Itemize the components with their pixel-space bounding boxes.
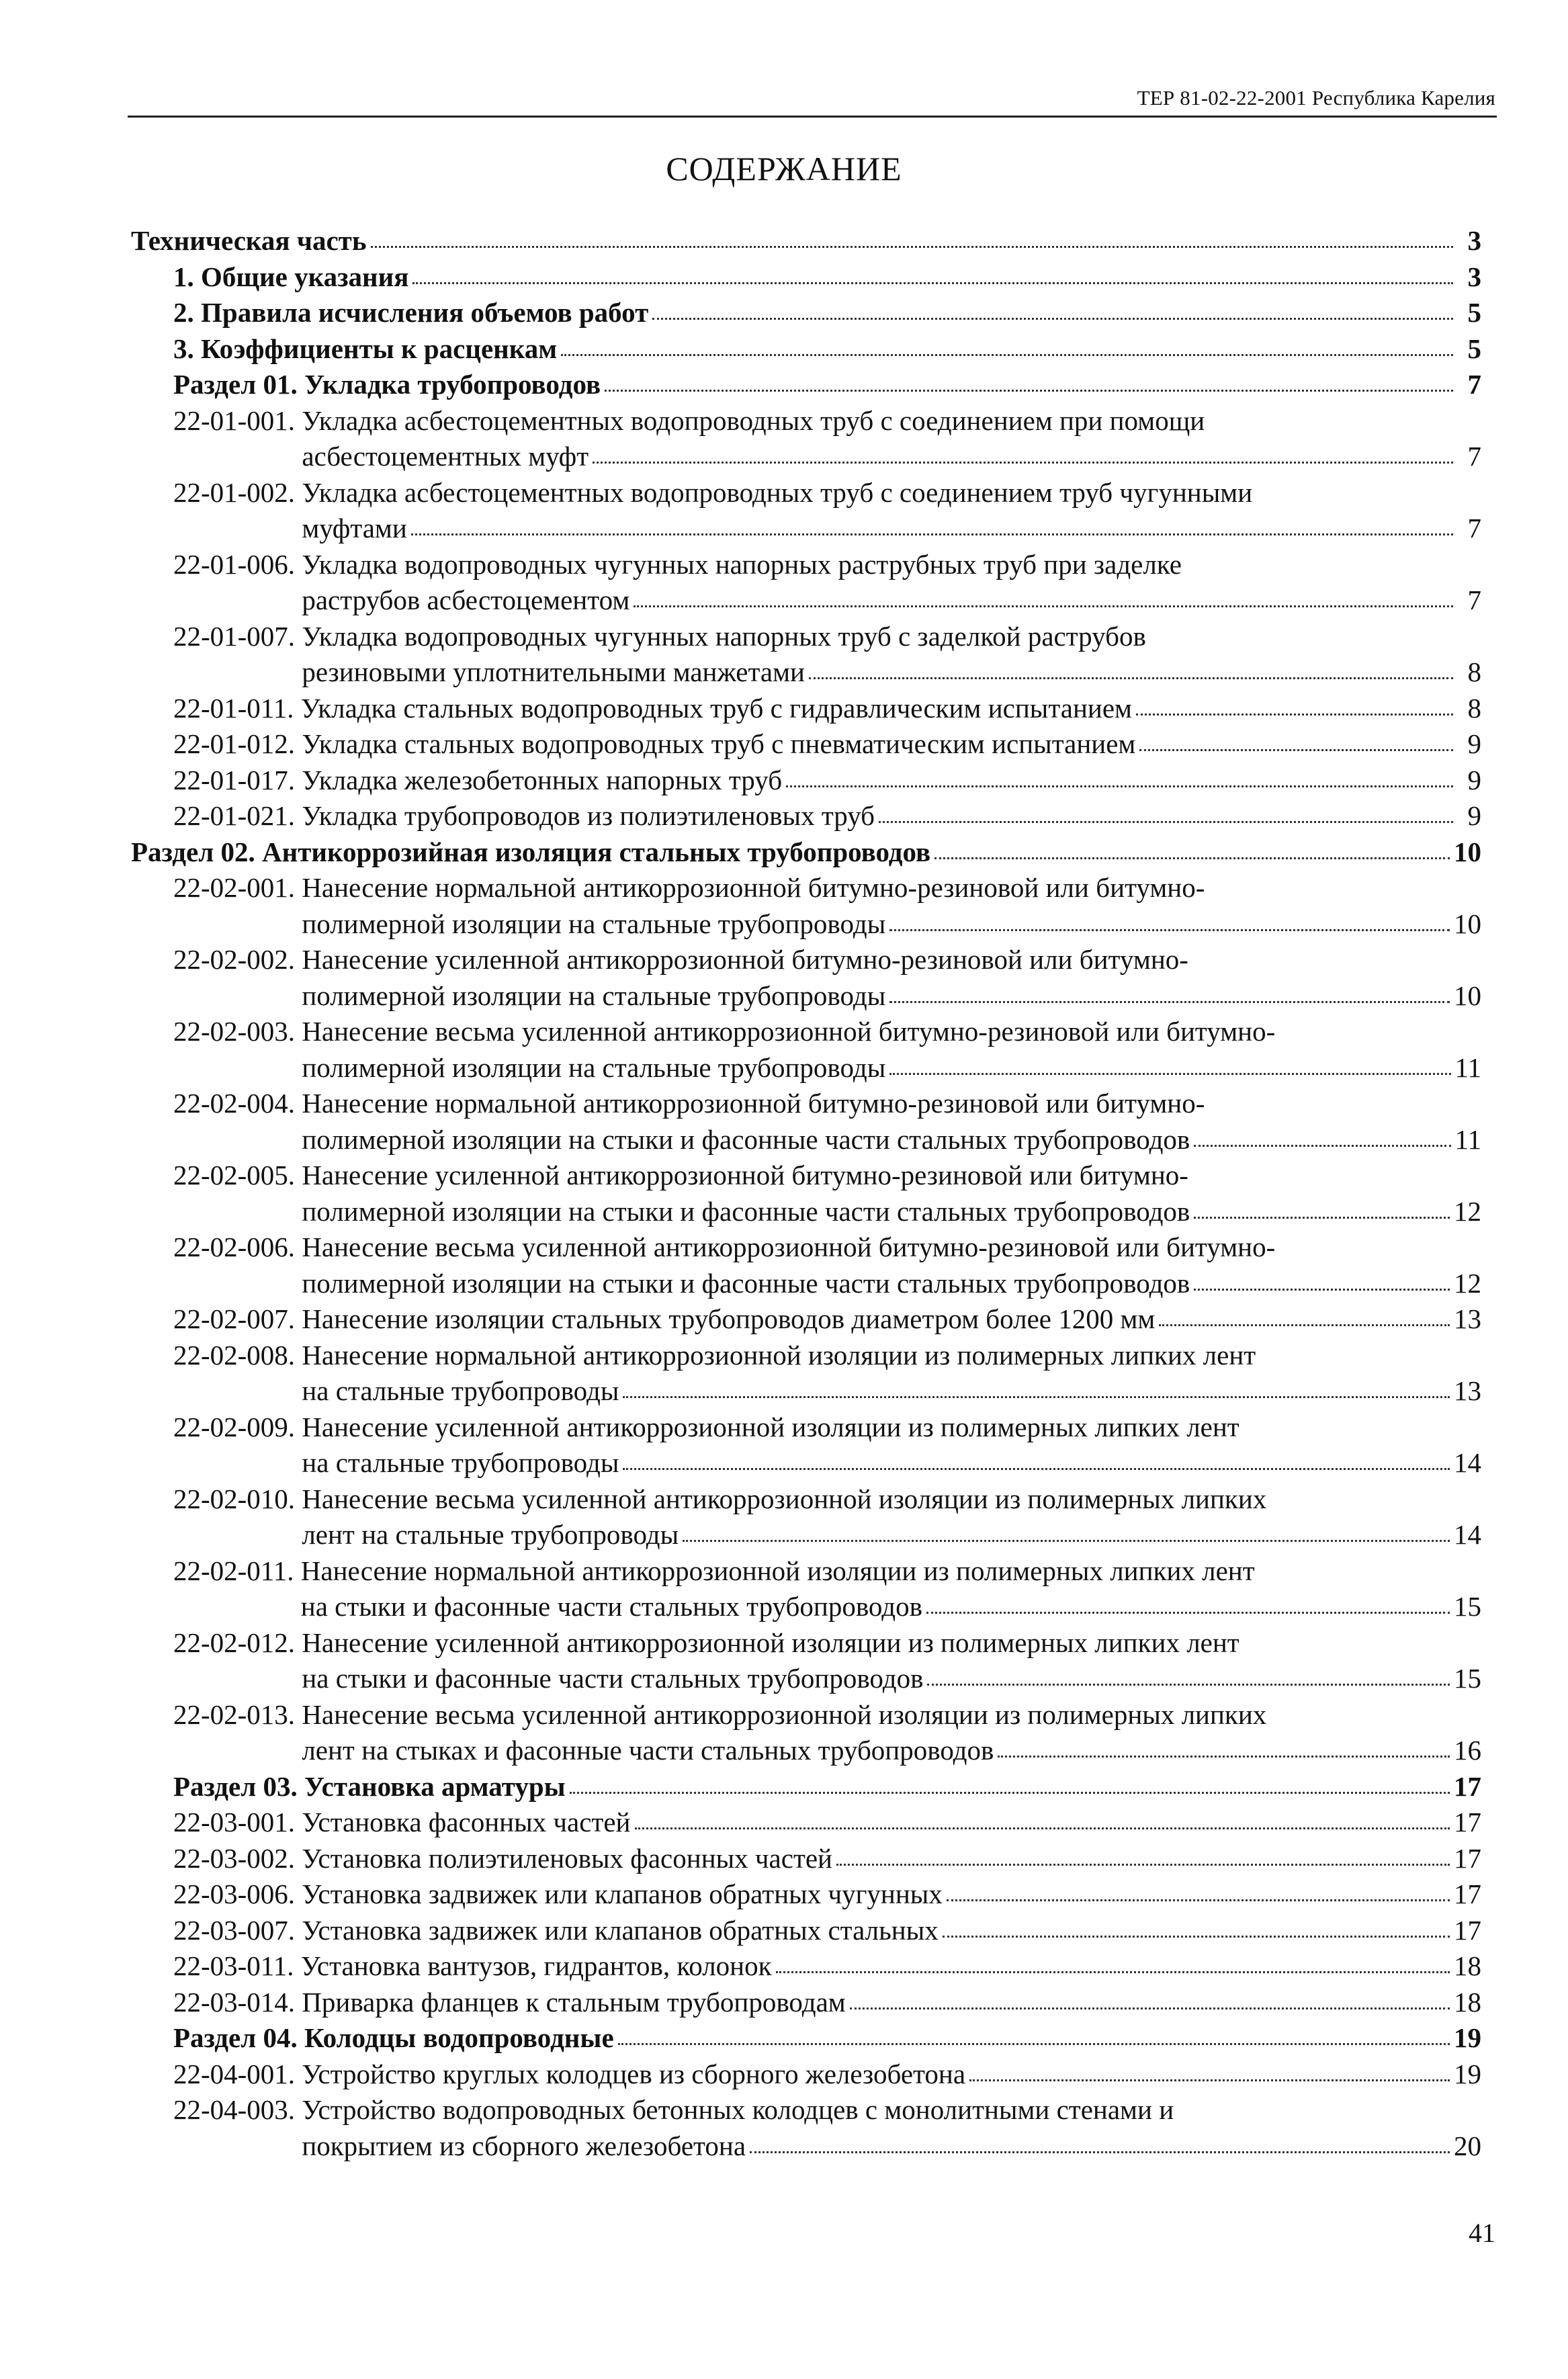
toc-page-number: 16 [1454,1735,1481,1766]
toc-entry-title: лент на стальные трубопроводы [302,1519,679,1550]
toc-line [301,1589,1481,1625]
toc-page-number: 5 [1467,297,1481,328]
toc-entry-body [302,1014,1481,1086]
toc-entry-title: Установка фасонных частей [302,1807,631,1837]
toc-line [302,1481,1481,1518]
toc-page-number: 8 [1467,656,1481,687]
dot-leader [683,1540,1450,1542]
toc-line [301,691,1481,727]
dot-leader [750,2151,1450,2153]
toc-entry-body [302,1410,1481,1481]
toc-line [302,1913,1481,1949]
toc-page-number: 8 [1467,692,1481,724]
toc-line [302,654,1481,691]
toc-entry-code: 22-01-021. [173,800,302,831]
toc-line [302,1086,1481,1122]
toc-entry-title: полимерной изоляции на стальные трубопроводы [302,908,886,939]
toc-entry[interactable] [131,2057,1481,2093]
toc-entry-body [302,403,1481,475]
toc-page-number: 11 [1454,1051,1481,1083]
dot-leader [593,462,1453,464]
toc-line [302,1697,1481,1733]
toc-entry-title: Нанесение изоляции стальных трубопроводов диаметром более 1200 мм [302,1303,1156,1334]
toc-page-number: 5 [1467,333,1481,364]
dot-leader [1159,1324,1450,1326]
toc-entry-code: 22-01-017. [173,764,302,795]
toc-entry-body [301,691,1481,727]
toc-line [302,582,1481,619]
toc-entry-code: 22-02-011. [173,1555,301,1586]
toc-entry-code: 22-03-001. [173,1807,302,1837]
toc-entry[interactable] [131,331,1481,367]
toc-entry-code: 22-03-014. [173,1986,302,2018]
toc-entry-title: Нанесение усиленной антикоррозионной битумно-резиновой или битумно- [302,944,1188,975]
toc-entry-title: 1. Общие указания [173,261,409,292]
toc-entry[interactable] [131,1625,1481,1697]
toc-entry[interactable] [131,223,1481,259]
toc-entry-code: 22-02-007. [173,1303,302,1334]
toc-page-number: 9 [1467,764,1481,795]
dot-leader [926,1612,1450,1614]
toc-line [302,1805,1481,1841]
toc-entry-title: Нанесение весьма усиленной антикоррозионной изоляции из полимерных липких [302,1698,1267,1730]
toc-entry-title: Установка задвижек или клапанов обратных стальных [302,1914,939,1946]
toc-entry[interactable] [131,691,1481,727]
dot-leader [943,1936,1450,1938]
toc-entry-body [302,763,1481,799]
toc-entry-title: полимерной изоляции на стыки и фасонные части стальных трубопроводов [302,1123,1190,1155]
toc-entry-title: полимерной изоляции на стальные трубопроводы [302,1051,886,1083]
toc-entry[interactable] [131,1229,1481,1301]
toc-entry-code: 22-01-012. [173,728,302,759]
toc-entry-title: Укладка асбестоцементных водопроводных труб с соединением труб чугунными [302,476,1253,508]
toc-line [302,2128,1481,2165]
toc-page-number: 17 [1454,1914,1481,1946]
toc-entry[interactable] [131,763,1481,799]
toc-line [302,1301,1481,1338]
toc-entry-body [302,1876,1481,1913]
toc-entry-body [131,223,1481,259]
dot-leader [934,857,1450,859]
toc-page-number: 9 [1467,800,1481,831]
toc-entry-title: Нанесение усиленной антикоррозионной изоляции из полимерных липких лент [302,1627,1239,1658]
toc-line [173,2020,1481,2057]
toc-entry-code: 22-01-011. [173,692,301,724]
toc-entry-body [302,1985,1481,2021]
toc-line [131,834,1481,871]
toc-line [173,295,1481,331]
toc-entry[interactable] [131,403,1481,475]
toc-entry-body [302,619,1481,691]
toc-line [302,798,1481,834]
toc-entry-code: 22-02-006. [173,1231,302,1262]
toc-page-number: 9 [1467,728,1481,759]
toc-entry[interactable] [131,726,1481,763]
toc-entry[interactable] [131,295,1481,331]
toc-entry-title: Нанесение нормальной антикоррозионной битумно-резиновой или битумно- [302,872,1205,903]
toc-entry-title: на стыки и фасонные части стальных трубопроводов [302,1663,924,1694]
toc-page-number: 15 [1454,1663,1481,1694]
dot-leader [1194,1289,1450,1291]
toc-entry-title: Нанесение нормальной антикоррозионной битумно-резиновой или битумно- [302,1088,1205,1119]
dot-leader [889,1001,1450,1003]
toc-entry-code: 22-04-001. [173,2058,302,2089]
toc-line [302,942,1481,978]
toc-entry-body [302,1805,1481,1841]
toc-entry-body [173,2020,1481,2057]
toc-entry-body [131,834,1481,871]
toc-entry-body [302,798,1481,834]
toc-entry[interactable] [131,1410,1481,1481]
toc-entry-body [173,331,1481,367]
toc-page-number: 20 [1454,2130,1481,2161]
toc-entry-body [302,1481,1481,1553]
toc-entry-body [302,475,1481,547]
toc-entry-body [302,726,1481,763]
dot-leader [836,1864,1450,1866]
toc-entry-title: на стыки и фасонные части стальных трубопроводов [300,1591,922,1622]
toc-line [173,331,1481,367]
dot-leader [889,929,1450,931]
toc-entry-title: Нанесение усиленной антикоррозионной битумно-резиновой или битумно- [302,1160,1188,1191]
dot-leader [927,1684,1450,1686]
dot-leader [850,2007,1450,2009]
toc-entry-title: Укладка стальных водопроводных труб с гидравлическим испытанием [300,692,1132,724]
toc-page-number: 7 [1467,585,1481,615]
toc-entry[interactable] [131,1553,1481,1625]
dot-leader [635,1827,1450,1829]
toc-line [302,439,1481,475]
toc-entry[interactable] [131,475,1481,547]
toc-page-number: 17 [1454,1807,1481,1837]
toc-entry-body [302,1697,1481,1769]
toc-entry-body [302,1229,1481,1301]
toc-entry[interactable] [131,834,1481,871]
toc-line [302,870,1481,906]
toc-entry-title: Установка задвижек или клапанов обратных чугунных [302,1878,943,1909]
toc-entry[interactable] [131,1769,1481,1805]
dot-leader [618,2043,1450,2045]
toc-entry-code: 22-02-012. [173,1627,302,1658]
toc-entry-title: Раздел 04. Колодцы водопроводные [173,2022,614,2053]
toc-entry-title: на стальные трубопроводы [302,1375,619,1406]
toc-entry[interactable] [131,1948,1481,1985]
toc-entry-title: 2. Правила исчисления объемов работ [173,297,649,328]
toc-line [302,475,1481,511]
toc-entry-title: Нанесение усиленной антикоррозионной изоляции из полимерных липких лент [302,1411,1239,1442]
dot-leader [1194,1217,1450,1219]
dot-leader [998,1756,1450,1758]
toc-entry-body [173,1769,1481,1805]
toc-page-number: 14 [1454,1519,1481,1550]
toc-entry-title: Укладка водопроводных чугунных напорных раструбных труб при заделке [302,548,1182,580]
toc-entry-title: Установка полиэтиленовых фасонных частей [302,1842,833,1874]
toc-entry[interactable] [131,1301,1481,1338]
toc-page-number: 7 [1467,369,1481,400]
toc-entry-title: полимерной изоляции на стыки и фасонные части стальных трубопроводов [302,1195,1190,1227]
toc-entry[interactable] [131,1481,1481,1553]
toc-line [302,403,1481,439]
toc-line [302,726,1481,763]
toc-entry-title: Укладка водопроводных чугунных напорных труб с заделкой раструбов [302,620,1146,652]
toc-line [302,1338,1481,1374]
toc-entry[interactable] [131,1841,1481,1877]
toc-line [302,619,1481,655]
toc-entry-code: 22-01-006. [173,548,302,580]
toc-entry-title: полимерной изоляции на стальные трубопроводы [302,980,886,1011]
toc-line [131,223,1481,259]
toc-entry-body [302,1301,1481,1338]
toc-entry[interactable] [131,1086,1481,1158]
toc-entry-title: Укладка трубопроводов из полиэтиленовых труб [302,800,875,831]
toc-entry-title: Укладка асбестоцементных водопроводных труб с соединением при помощи [302,404,1205,436]
toc-line [302,1625,1481,1661]
dot-leader [969,2079,1450,2081]
toc-line [302,978,1481,1014]
toc-line [302,763,1481,799]
toc-entry-title: лент на стыках и фасонные части стальных трубопроводов [302,1735,994,1766]
toc-entry-title: Нанесение весьма усиленной антикоррозионной битумно-резиновой или битумно- [302,1231,1276,1262]
toc-entry-title: Устройство водопроводных бетонных колодцев с монолитными стенами и [302,2094,1174,2125]
dot-leader [809,677,1453,679]
toc-entry-title: Нанесение весьма усиленной антикоррозионной битумно-резиновой или битумно- [302,1016,1276,1047]
toc-entry-body [302,870,1481,942]
dot-leader [947,1899,1450,1901]
toc-line [302,1373,1481,1410]
toc-entry-code: 22-01-002. [173,476,302,508]
dot-leader [1194,1145,1450,1147]
toc-line [302,2092,1481,2128]
toc-entry-code: 22-04-003. [173,2094,302,2125]
toc-page-number: 19 [1454,2058,1481,2089]
toc-entry-body [301,1948,1481,1985]
toc-entry-body [173,259,1481,296]
toc-entry-code: 22-02-003. [173,1016,302,1047]
toc-entry-body [302,2092,1481,2164]
toc-entry-title: Приварка фланцев к стальным трубопроводам [302,1986,846,2018]
toc-line [173,367,1481,403]
toc-entry[interactable] [131,1158,1481,1229]
toc-entry-body [302,2057,1481,2093]
toc-page-number: 10 [1454,836,1481,867]
toc-page-number: 12 [1454,1195,1481,1227]
toc-entry[interactable] [131,367,1481,403]
toc-line [302,1158,1481,1194]
toc-page-number: 3 [1467,225,1481,256]
toc-entry-body [302,1338,1481,1410]
dot-leader [879,821,1453,823]
toc-entry-code: 22-03-007. [173,1914,302,1946]
dot-leader [623,1468,1450,1470]
toc-entry[interactable] [131,1876,1481,1913]
toc-page-number: 18 [1454,1986,1481,2018]
toc-line [301,1553,1481,1590]
toc-page-number: 14 [1454,1447,1481,1478]
toc-entry-code: 22-02-009. [173,1411,302,1442]
toc-entry-body [302,1841,1481,1877]
toc-entry-title: раструбов асбестоцементом [302,585,630,615]
toc-line [302,1445,1481,1481]
toc-entry-code: 22-02-013. [173,1698,302,1730]
toc-entry-code: 22-02-001. [173,872,302,903]
toc-entry-code: 22-02-008. [173,1339,302,1371]
toc-entry-title: Устройство круглых колодцев из сборного железобетона [302,2058,966,2089]
toc-entry-title: Раздел 03. Установка арматуры [173,1770,566,1802]
toc-entry-title: муфтами [302,513,407,544]
toc-entry-title: 3. Коэффициенты к расценкам [173,333,558,364]
dot-leader [605,390,1453,392]
toc-entry-body [302,1913,1481,1949]
dot-leader [889,1073,1450,1075]
toc-line [301,1948,1481,1985]
toc-entry[interactable] [131,798,1481,834]
dot-leader [371,246,1453,248]
toc-line [302,1733,1481,1769]
toc-entry-body [173,295,1481,331]
toc-page-number: 11 [1454,1123,1481,1155]
toc-entry[interactable] [131,1338,1481,1410]
toc-entry-body [173,367,1481,403]
toc-entry-body [301,1553,1481,1625]
toc-entry-title: Укладка железобетонных напорных труб [302,764,783,795]
toc-entry-title: Раздел 01. Укладка трубопроводов [173,369,601,400]
toc-page-number: 15 [1454,1591,1481,1622]
dot-leader [1139,749,1453,751]
toc-entry[interactable] [131,1697,1481,1769]
toc-page-number: 3 [1467,261,1481,292]
toc-entry-title: резиновыми уплотнительными манжетами [302,656,805,687]
dot-leader [623,1396,1450,1398]
toc-entry-title: Раздел 02. Антикоррозийная изоляция стальных трубопроводов [131,836,931,867]
toc-entry-code: 22-01-007. [173,620,302,652]
toc-entry[interactable] [131,1805,1481,1841]
dot-leader [786,785,1453,787]
toc-entry[interactable] [131,870,1481,942]
dot-leader [1136,713,1453,716]
toc-entry[interactable] [131,942,1481,1014]
toc-entry[interactable] [131,259,1481,296]
toc-line [302,1229,1481,1266]
toc-page-number: 18 [1454,1950,1481,1981]
toc-entry-title: покрытием из сборного железобетона [302,2130,746,2161]
toc-page-number: 10 [1454,908,1481,939]
toc-entry-code: 22-02-010. [173,1483,302,1514]
toc-line [302,1517,1481,1553]
header-rule [128,116,1497,118]
toc-entry-code: 22-02-005. [173,1160,302,1191]
toc-line [302,1266,1481,1302]
toc-entry[interactable] [131,1985,1481,2021]
toc-entry-title: на стальные трубопроводы [302,1447,619,1478]
toc-line [302,1985,1481,2021]
toc-entry-title: Нанесение нормальной антикоррозионной изоляции из полимерных липких лент [302,1339,1256,1371]
toc-entry-body [302,1086,1481,1158]
toc-line [302,1014,1481,1050]
toc-entry[interactable] [131,547,1481,619]
dot-leader [561,354,1453,356]
toc-page-number: 12 [1454,1267,1481,1299]
toc-entry[interactable] [131,1014,1481,1086]
toc-entry[interactable] [131,2020,1481,2057]
toc-page-number: 17 [1454,1878,1481,1909]
toc-page-number: 17 [1454,1842,1481,1874]
running-header: ТЕР 81-02-22-2001 Республика Карелия [1137,86,1495,110]
page-title: СОДЕРЖАНИЕ [666,150,902,187]
toc-entry-title: Техническая часть [131,225,367,256]
toc-line [173,259,1481,296]
toc-page-number: 7 [1467,441,1481,472]
toc-line [302,1194,1481,1230]
toc-page-number: 17 [1454,1770,1481,1802]
toc-page-number: 19 [1454,2022,1481,2053]
dot-leader [776,1971,1450,1973]
toc-line [302,1876,1481,1913]
page-number: 41 [1469,2218,1495,2248]
dot-leader [634,605,1453,607]
toc-entry-code: 22-03-002. [173,1842,302,1874]
toc-line [302,1661,1481,1697]
toc-entry-title: Нанесение нормальной антикоррозионной изоляции из полимерных липких лент [300,1555,1255,1586]
toc-entry-code: 22-02-004. [173,1088,302,1119]
toc-line [302,2057,1481,2093]
toc-entry-title: Установка вантузов, гидрантов, колонок [300,1950,772,1981]
dot-leader [411,533,1453,535]
toc-page-number: 10 [1454,980,1481,1011]
toc-entry[interactable] [131,1913,1481,1949]
toc-line [173,1769,1481,1805]
toc-entry-code: 22-03-006. [173,1878,302,1909]
toc-line [302,511,1481,547]
toc-line [302,547,1481,583]
toc-entry-code: 22-01-001. [173,404,302,436]
toc-line [302,906,1481,943]
toc-entry-code: 22-02-002. [173,944,302,975]
toc-entry-code: 22-03-011. [173,1950,301,1981]
toc-entry-body [302,942,1481,1014]
toc-line [302,1410,1481,1446]
toc-page-number: 13 [1454,1303,1481,1334]
toc-line [302,1050,1481,1086]
toc-line [302,1841,1481,1877]
toc-entry-title: Нанесение весьма усиленной антикоррозионной изоляции из полимерных липких [302,1483,1267,1514]
toc-page-number: 13 [1454,1375,1481,1406]
toc-entry-body [302,1625,1481,1697]
dot-leader [570,1792,1450,1794]
toc-line [302,1122,1481,1158]
toc-entry[interactable] [131,619,1481,691]
toc-entry-title: Укладка стальных водопроводных труб с пневматическим испытанием [302,728,1136,759]
toc-entry-body [302,547,1481,619]
toc-page-number: 7 [1467,513,1481,544]
table-of-contents [131,223,1481,2164]
dot-leader [412,282,1453,284]
toc-entry-title: асбестоцементных муфт [302,441,589,472]
toc-entry-body [302,1158,1481,1229]
dot-leader [652,318,1453,320]
toc-entry[interactable] [131,2092,1481,2164]
toc-entry-title: полимерной изоляции на стыки и фасонные части стальных трубопроводов [302,1267,1190,1299]
